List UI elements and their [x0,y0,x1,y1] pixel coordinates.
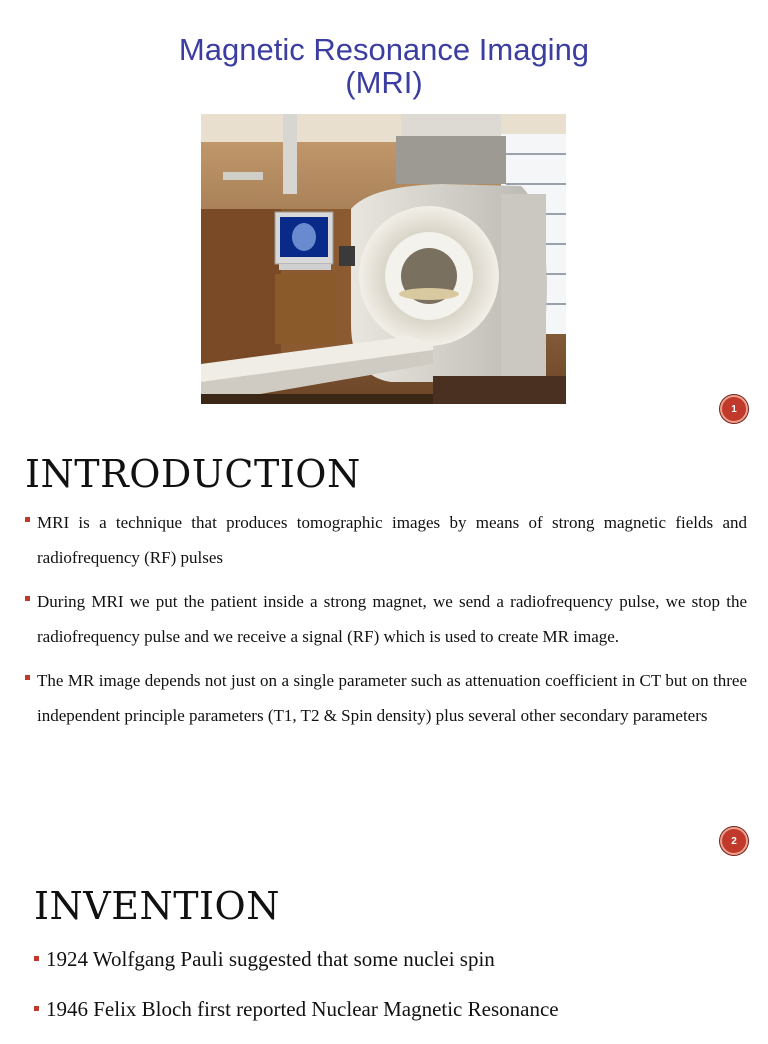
mri-scanner-photo [201,114,566,404]
slide-number-badge-2: 2 [720,827,748,855]
bullet-marker [25,517,30,522]
introduction-heading: INTRODUCTION [25,452,361,496]
list-item [34,994,754,1024]
bullet-marker [25,596,30,601]
invention-heading: INVENTION [34,884,280,928]
bullet-text: During MRI we put the patient inside a strong magnet, we send a radiofrequency pulse, we stop the radiofrequency pulse and we receive a signal (RF) which is used to create MR image. [37,592,747,646]
bullet-text: 1946 Felix Bloch first reported Nuclear Magnetic Resonance [46,997,559,1021]
bullet-text: 1924 Wolfgang Pauli suggested that some nuclei spin [46,947,495,971]
bullet-marker [34,956,39,961]
bullet-text: MRI is a technique that produces tomographic images by means of strong magnetic fields and radiofrequency (RF) pulses [37,513,747,567]
list-item [25,585,747,654]
slide-number-badge-1: 1 [720,395,748,423]
invention-bullet-list [34,944,754,1044]
bullet-text: The MR image depends not just on a single parameter such as attenuation coefficient in CT but on three independent principle parameters (T1, T2 & Spin density) plus several other secondary parameters [37,671,747,725]
bullet-marker [34,1006,39,1011]
bullet-marker [25,675,30,680]
list-item [25,664,747,733]
list-item [25,506,747,575]
slide-1-title [0,34,768,99]
introduction-bullet-list [25,506,747,743]
title-line-1: Magnetic Resonance Imaging [178,32,590,67]
list-item [34,944,754,974]
title-line-2: (MRI) [345,64,423,100]
